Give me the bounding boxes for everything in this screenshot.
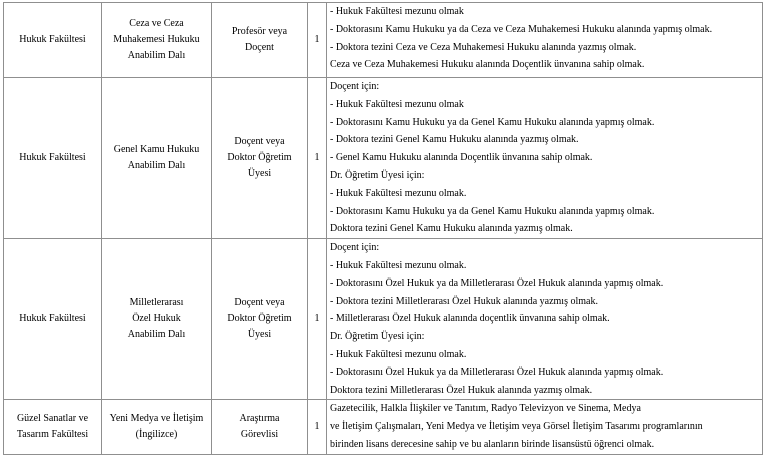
requirement-line: - Doktorasını Özel Hukuk ya da Milletlerarası Özel Hukuk alanında yapmış olmak.: [330, 366, 664, 378]
table-row: [4, 400, 763, 454]
department-cell: Milletlerarası Özel Hukuk Anabilim Dalı: [102, 239, 212, 400]
faculty-cell: Güzel Sanatlar ve Tasarım Fakültesi: [4, 400, 102, 454]
requirement-line: Doçent için:: [330, 81, 380, 92]
requirement-line: - Doktorasını Kamu Hukuku ya da Genel Kamu Hukuku alanında yapmış olmak.: [330, 205, 655, 217]
requirement-line: Doktora tezini Milletlerarası Özel Hukuk alanında yazmış olmak.: [330, 384, 593, 396]
requirement-line: - Doktora tezini Genel Kamu Hukuku alanında yazmış olmak.: [330, 134, 579, 146]
table-row: [4, 3, 763, 78]
department-cell: Yeni Medya ve İletişim (İngilizce): [102, 400, 212, 454]
requirement-line: Ceza ve Ceza Muhakemesi Hukuku alanında Doçentlik ünvanına sahip olmak.: [330, 59, 645, 71]
requirement-line: - Hukuk Fakültesi mezunu olmak.: [330, 348, 467, 360]
faculty-cell: Hukuk Fakültesi: [4, 3, 102, 78]
requirement-line: - Doktorasını Kamu Hukuku ya da Ceza ve Ceza Muhakemesi Hukuku alanında yapmış olmak.: [330, 23, 713, 35]
table-row: [4, 78, 763, 239]
requirements-cell: [327, 400, 763, 454]
requirements-cell: [327, 78, 763, 239]
count-cell: 1: [308, 400, 327, 454]
title-cell: Araştırma Görevlisi: [212, 400, 308, 454]
requirement-line: - Doktora tezini Milletlerarası Özel Hukuk alanında yazmış olmak.: [330, 295, 598, 307]
requirement-line: - Doktorasını Özel Hukuk ya da Milletlerarası Özel Hukuk alanında yapmış olmak.: [330, 277, 664, 289]
title-cell: Doçent veya Doktor Öğretim Üyesi: [212, 239, 308, 400]
requirement-line: - Hukuk Fakültesi mezunu olmak.: [330, 187, 467, 199]
requirement-line: - Hukuk Fakültesi mezunu olmak.: [330, 259, 467, 271]
requirement-line: Doçent için:: [330, 242, 380, 254]
title-cell: Profesör veya Doçent: [212, 3, 308, 78]
requirement-line: - Genel Kamu Hukuku alanında Doçentlik ünvanına sahip olmak.: [330, 152, 593, 164]
department-cell: Ceza ve Ceza Muhakemesi Hukuku Anabilim Dalı: [102, 3, 212, 78]
requirement-line: - Milletlerarası Özel Hukuk alanında doçentlik ünvanına sahip olmak.: [330, 313, 610, 325]
requirement-line: Dr. Öğretim Üyesi için:: [330, 331, 425, 343]
count-cell: 1: [308, 3, 327, 78]
requirement-line: Gazetecilik, Halkla İlişkiler ve Tanıtım, Radyo Televizyon ve Sinema, Medya: [330, 403, 641, 415]
requirement-line: - Hukuk Fakültesi mezunu olmak: [330, 98, 464, 110]
requirement-line: - Doktora tezini Ceza ve Ceza Muhakemesi Hukuku alanında yazmış olmak.: [330, 41, 637, 53]
count-cell: 1: [308, 239, 327, 400]
requirement-line: - Hukuk Fakültesi mezunu olmak: [330, 6, 464, 17]
requirements-cell: [327, 3, 763, 78]
staff-positions-table: [3, 2, 763, 455]
requirement-line: Dr. Öğretim Üyesi için:: [330, 169, 425, 181]
department-cell: Genel Kamu Hukuku Anabilim Dalı: [102, 78, 212, 239]
requirement-line: - Doktorasını Kamu Hukuku ya da Genel Kamu Hukuku alanında yapmış olmak.: [330, 116, 655, 128]
table-row: [4, 239, 763, 400]
count-cell: 1: [308, 78, 327, 239]
requirements-cell: [327, 239, 763, 400]
requirement-line: birinden lisans derecesine sahip ve bu alanların birinde lisansüstü öğrenci olmak.: [330, 438, 655, 450]
faculty-cell: Hukuk Fakültesi: [4, 239, 102, 400]
requirement-line: Doktora tezini Genel Kamu Hukuku alanında yazmış olmak.: [330, 223, 573, 235]
requirement-line: ve İletişim Çalışmaları, Yeni Medya ve İletişim veya Görsel İletişim Tasarımı programlarının: [330, 421, 703, 433]
faculty-cell: Hukuk Fakültesi: [4, 78, 102, 239]
title-cell: Doçent veya Doktor Öğretim Üyesi: [212, 78, 308, 239]
